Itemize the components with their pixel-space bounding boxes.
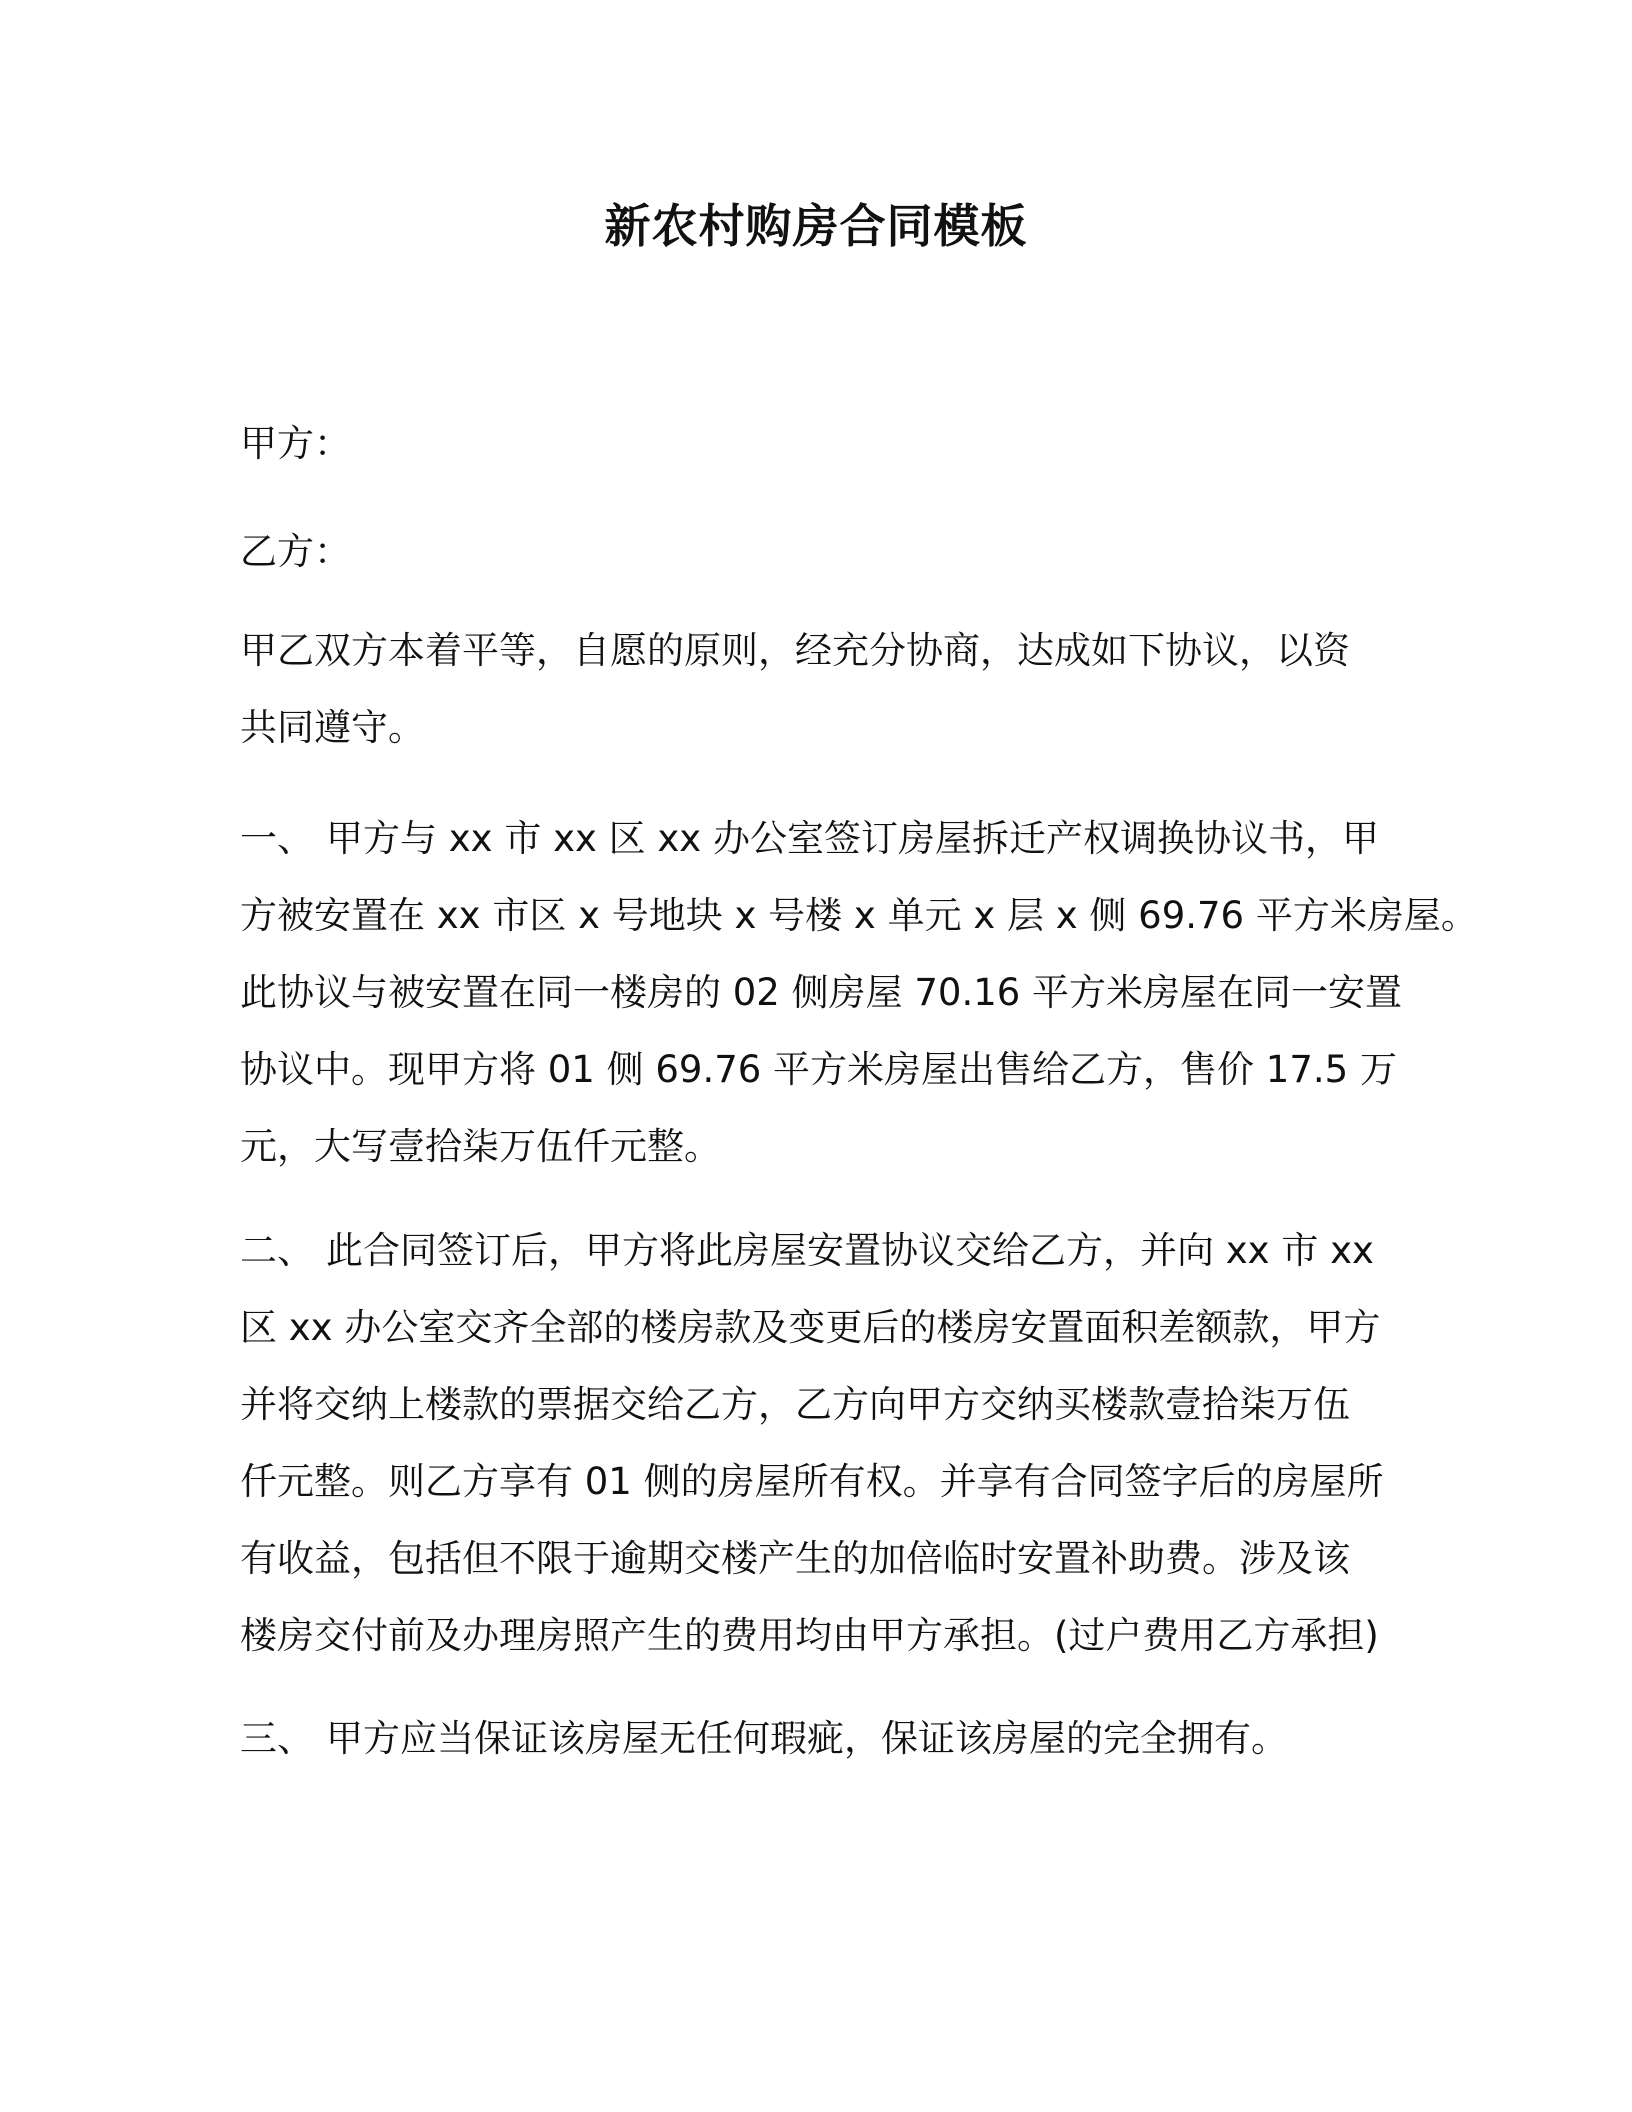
text-line [240,1212,1384,1289]
clause-text: 甲方与 xx 市 xx 区 xx 办公室签订房屋拆迁产权调换协议书，甲 [326,817,1379,860]
clause-number: 二、 [240,1229,314,1272]
text-line: 共同遵守。 [240,706,425,749]
text-line: 区 xx 办公室交齐全部的楼房款及变更后的楼房安置面积差额款，甲方 [240,1306,1381,1349]
text-line [240,800,1478,877]
text-line: 有收益，包括但不限于逾期交楼产生的加倍临时安置补助费。涉及该 [240,1537,1350,1580]
text-line: 并将交纳上楼款的票据交给乙方，乙方向甲方交纳买楼款壹拾柒万伍 [240,1383,1350,1426]
text-line: 方被安置在 xx 市区 x 号地块 x 号楼 x 单元 x 层 x 侧 69.76 平方米房屋。 [240,894,1478,937]
text-line: 甲乙双方本着平等，自愿的原则，经充分协商，达成如下协议，以资 [240,629,1350,672]
clause-text: 此合同签订后，甲方将此房屋安置协议交给乙方，并向 xx 市 xx [326,1229,1374,1272]
text-line: 协议中。现甲方将 01 侧 69.76 平方米房屋出售给乙方，售价 17.5 万 [240,1048,1397,1091]
clause-1 [240,800,1478,1185]
text-line: 仟元整。则乙方享有 01 侧的房屋所有权。并享有合同签字后的房屋所 [240,1460,1384,1503]
clause-2 [240,1212,1384,1674]
clause-number: 一、 [240,817,314,860]
text-line: 元，大写壹拾柒万伍仟元整。 [240,1125,721,1168]
text-line [240,1700,1288,1777]
document-title: 新农村购房合同模板 [604,199,1028,253]
text-line: 楼房交付前及办理房照产生的费用均由甲方承担。(过户费用乙方承担) [240,1614,1379,1657]
clause-text: 甲方应当保证该房屋无任何瑕疵，保证该房屋的完全拥有。 [326,1717,1288,1760]
intro-paragraph [240,612,1350,766]
clause-number: 三、 [240,1717,314,1760]
clause-3 [240,1700,1288,1777]
text-line: 此协议与被安置在同一楼房的 02 侧房屋 70.16 平方米房屋在同一安置 [240,971,1403,1014]
party-a-label: 甲方： [240,422,351,465]
party-b-label: 乙方： [240,530,351,573]
